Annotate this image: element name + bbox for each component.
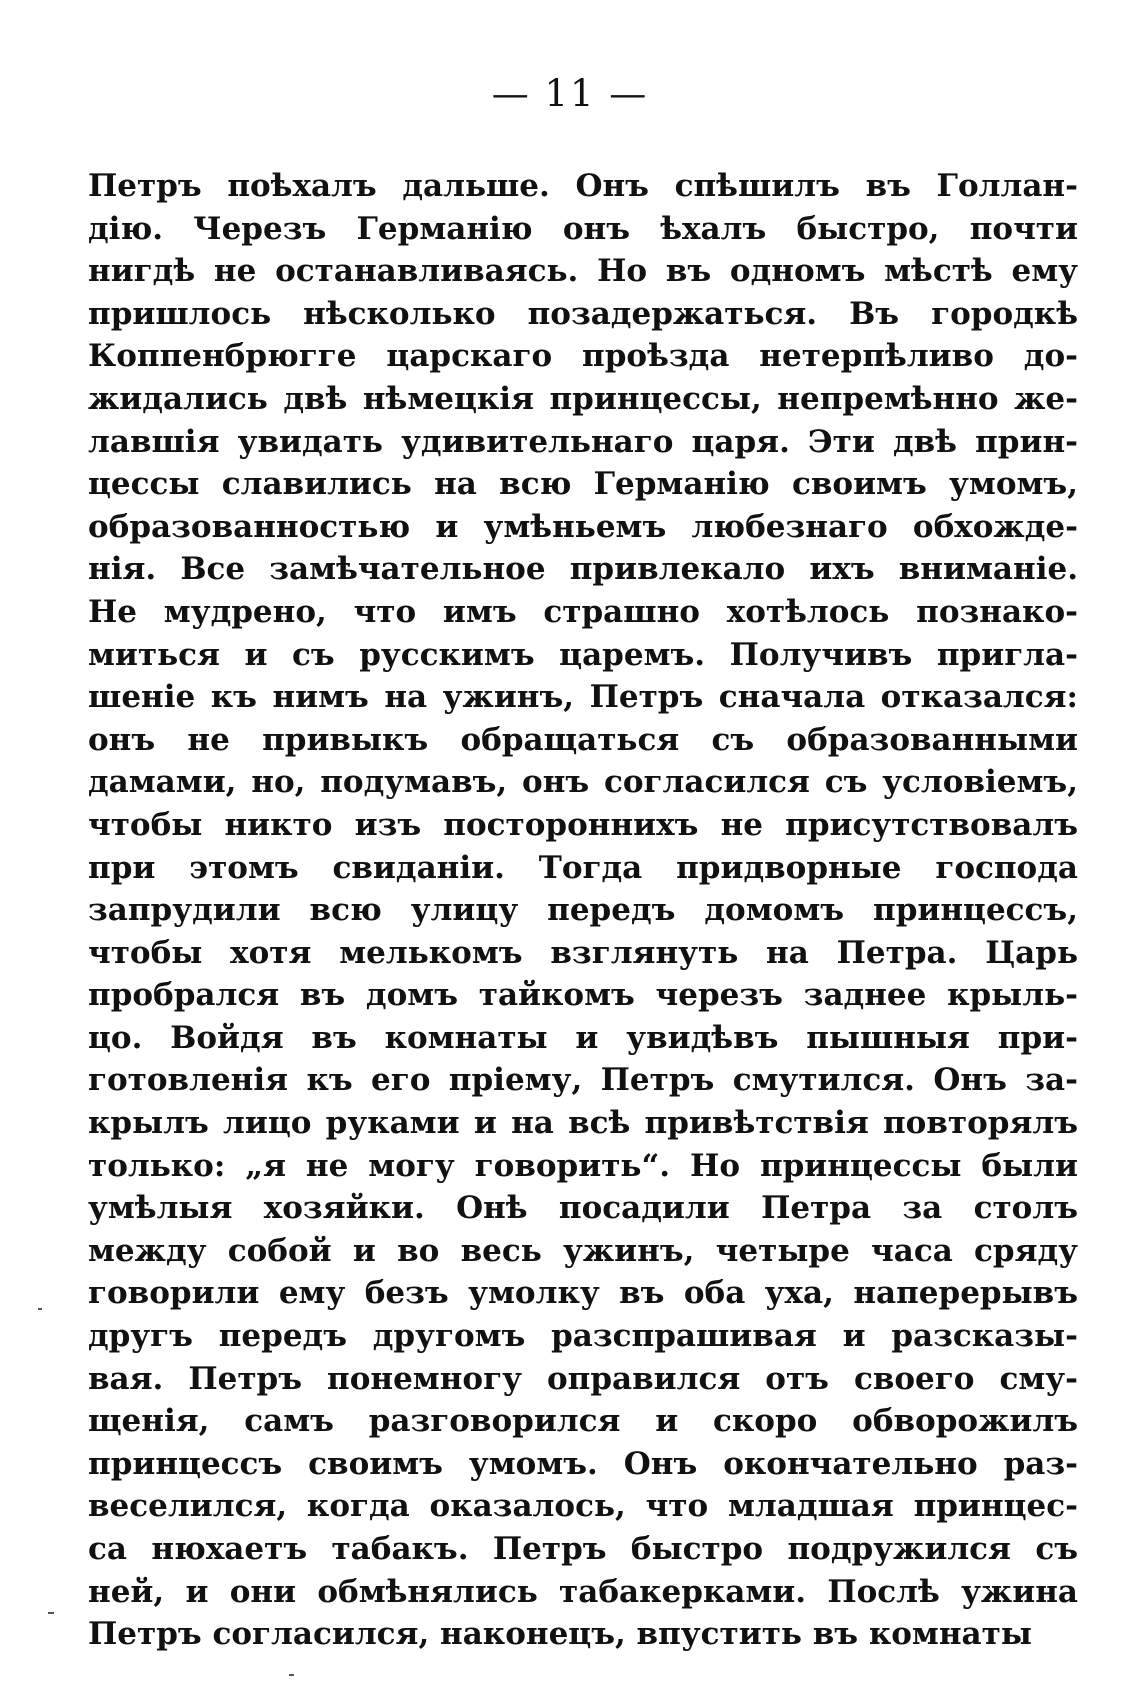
text-line: чтобы никто изъ постороннихъ не присутствовалъ: [88, 806, 1078, 843]
text-line: са нюхаетъ табакъ. Петръ быстро подружился съ: [88, 1531, 1078, 1567]
text-line: веселился, когда оказалось, что младшая принцес-: [88, 1488, 1078, 1525]
text-line: вая. Петръ понемногу оправился отъ своего сму-: [88, 1360, 1078, 1397]
text-line: миться и съ русскимъ царемъ. Получивъ пригла-: [88, 636, 1078, 673]
text-line: пришлось нѣсколько позадержаться. Въ городкѣ: [88, 295, 1078, 332]
text-line: умѣлыя хозяйки. Онѣ посадили Петра за столъ: [88, 1190, 1078, 1227]
text-line: жидались двѣ нѣмецкія принцессы, непремѣнно же-: [88, 380, 1078, 417]
text-line: нія. Все замѣчательное привлекало ихъ вниманіе.: [88, 551, 1078, 588]
text-line: крылъ лицо руками и на всѣ привѣтствія повторялъ: [88, 1105, 1078, 1142]
text-line: лавшія увидать удивительнаго царя. Эти двѣ прин-: [88, 423, 1078, 460]
text-line: при этомъ свиданіи. Тогда придворные господа: [88, 849, 1078, 886]
text-line: другъ передъ другомъ разспрашивая и разсказы-: [88, 1318, 1078, 1355]
text-line: ней, и они обмѣнялись табакерками. Послѣ ужина: [88, 1573, 1078, 1610]
body-text: [88, 165, 1078, 1656]
scan-speck: [289, 1674, 294, 1676]
text-line: образованностью и умѣньемъ любезнаго обхожде-: [88, 508, 1078, 545]
text-line: говорили ему безъ умолку въ оба уха, наперерывъ: [88, 1275, 1078, 1312]
text-line: щенія, самъ разговорился и скоро обворожилъ: [88, 1403, 1078, 1440]
text-line: только: „я не могу говорить“. Но принцессы были: [88, 1147, 1078, 1184]
text-line: Петръ поѣхалъ дальше. Онъ спѣшилъ въ Голлан-: [88, 168, 1078, 204]
text-line: чтобы хотя мелькомъ взглянуть на Петра. Царь: [88, 934, 1078, 971]
text-line: цессы славились на всю Германію своимъ умомъ,: [88, 466, 1078, 503]
text-line: между собой и во весь ужинъ, четыре часа сряду: [88, 1232, 1078, 1269]
scan-speck: [48, 1612, 54, 1614]
text-line: Коппенбрюгге царскаго проѣзда нетерпѣливо до-: [88, 338, 1078, 375]
text-line: принцессъ своимъ умомъ. Онъ окончательно раз-: [88, 1445, 1078, 1482]
text-line: цо. Войдя въ комнаты и увидѣвъ пышныя при-: [88, 1019, 1078, 1056]
text-line: онъ не привыкъ обращаться съ образованными: [88, 721, 1078, 758]
text-line: Не мудрено, что имъ страшно хотѣлось познако-: [88, 593, 1078, 630]
text-line: дію. Черезъ Германію онъ ѣхалъ быстро, почти: [88, 210, 1078, 247]
scan-speck: [38, 1308, 42, 1310]
text-line: пробрался въ домъ тайкомъ черезъ заднее крыль-: [88, 977, 1078, 1014]
page-number: — 11 —: [491, 72, 649, 115]
text-line: шеніе къ нимъ на ужинъ, Петръ сначала отказался:: [88, 679, 1078, 716]
text-line: Петръ согласился, наконецъ, впустить въ комнаты: [88, 1616, 1032, 1653]
text-line: дамами, но, подумавъ, онъ согласился съ условіемъ,: [88, 764, 1078, 801]
text-line: нигдѣ не останавливаясь. Но въ одномъ мѣстѣ ему: [88, 253, 1078, 290]
text-line: запрудили всю улицу передъ домомъ принцессъ,: [88, 892, 1078, 929]
text-line: готовленія къ его пріему, Петръ смутился. Онъ за-: [88, 1062, 1078, 1099]
